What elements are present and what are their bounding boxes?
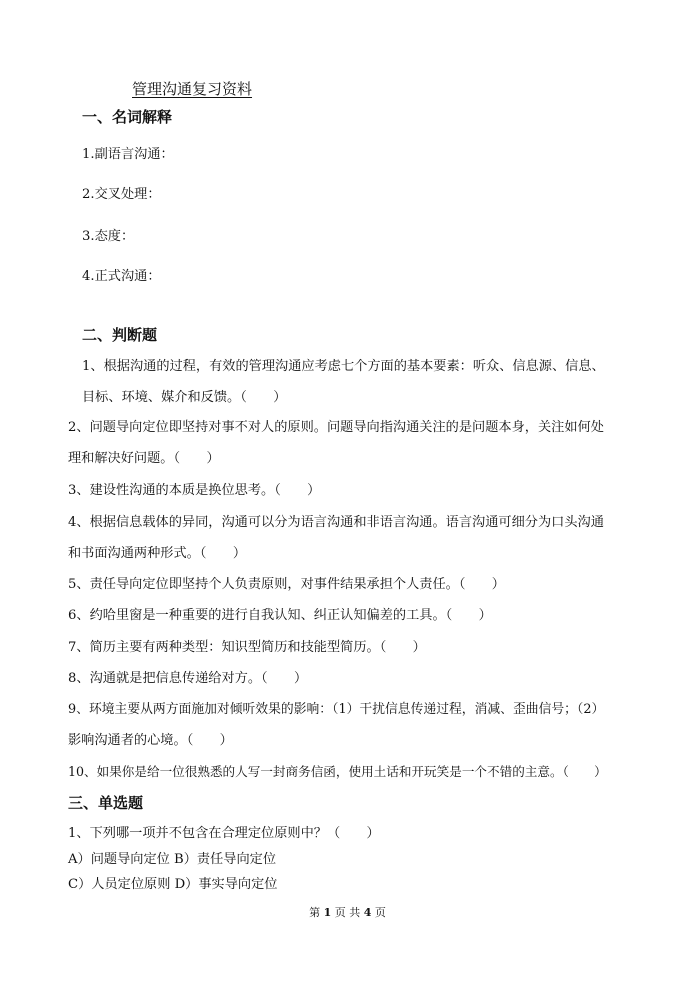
footer-page-number: 1 <box>323 906 332 919</box>
page-footer <box>0 904 695 920</box>
definition-item: 2.交叉处理： <box>82 187 161 202</box>
option-line: A）问题导向定位 B）责任导向定位 <box>68 852 277 867</box>
question-line: 目标、环境、媒介和反馈。（ ） <box>82 390 287 405</box>
question-line: 5、责任导向定位即坚持个人负责原则，对事件结果承担个人责任。（ ） <box>68 577 505 592</box>
question-line: 4、根据信息载体的异同，沟通可以分为语言沟通和非语言沟通。语言沟通可细分为口头沟通 <box>68 515 604 530</box>
footer-suffix: 页 <box>374 906 386 919</box>
question-line: 和书面沟通两种形式。（ ） <box>68 546 247 561</box>
footer-total-pages: 4 <box>363 906 372 919</box>
section-heading-definitions: 一、名词解释 <box>82 108 173 126</box>
question-line: 2、问题导向定位即坚持对事不对人的原则。问题导向指沟通关注的是问题本身，关注如何处 <box>68 420 604 435</box>
option-line: C）人员定位原则 D）事实导向定位 <box>68 877 278 892</box>
question-line: 8、沟通就是把信息传递给对方。（ ） <box>68 671 308 686</box>
question-line: 理和解决好问题。（ ） <box>68 451 220 466</box>
definition-item: 4.正式沟通： <box>82 269 161 284</box>
question-line: 9、环境主要从两方面施加对倾听效果的影响：（1）干扰信息传递过程，消减、歪曲信号；（2） <box>68 702 605 717</box>
document-title: 管理沟通复习资料 <box>132 80 253 98</box>
definition-item: 3.态度： <box>82 229 135 244</box>
section-heading-true-false: 二、判断题 <box>82 326 158 344</box>
footer-prefix: 第 <box>309 906 321 919</box>
question-line: 10、如果你是给一位很熟悉的人写一封商务信函，使用土话和开玩笑是一个不错的主意。（ ） <box>68 764 607 779</box>
question-line: 7、简历主要有两种类型：知识型简历和技能型简历。（ ） <box>68 640 426 655</box>
question-line: 3、建设性沟通的本质是换位思考。（ ） <box>68 483 321 498</box>
section-heading-single-choice: 三、单选题 <box>68 794 144 812</box>
question-line: 影响沟通者的心境。（ ） <box>68 733 233 748</box>
footer-middle: 页 共 <box>334 906 361 919</box>
definition-item: 1.副语言沟通： <box>82 147 174 162</box>
question-line: 6、约哈里窗是一种重要的进行自我认知、纠正认知偏差的工具。（ ） <box>68 608 492 623</box>
question-line: 1、下列哪一项并不包含在合理定位原则中？（ ） <box>68 826 380 841</box>
question-line: 1、根据沟通的过程，有效的管理沟通应考虑七个方面的基本要素：听众、信息源、信息、 <box>82 359 605 374</box>
